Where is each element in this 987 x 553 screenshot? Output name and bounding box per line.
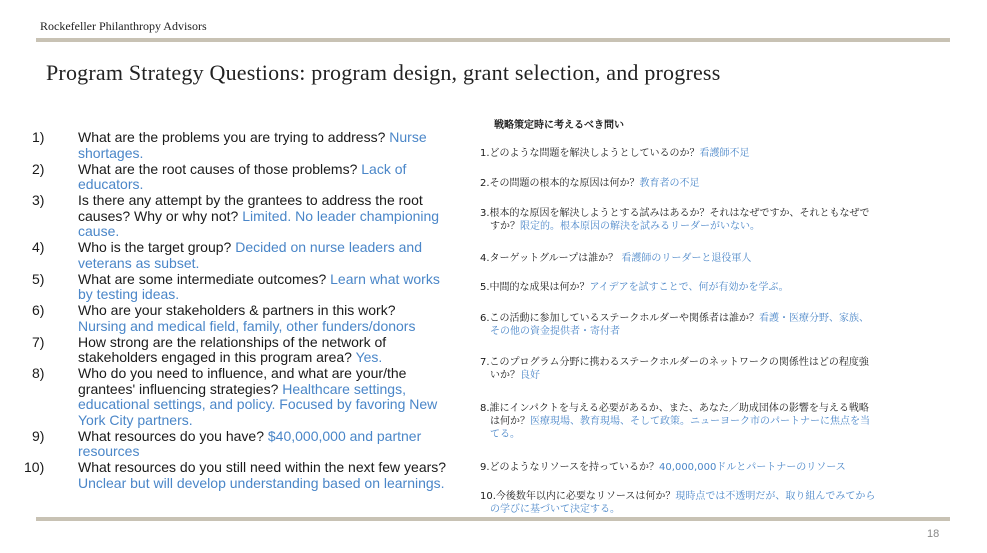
question-number: 3) bbox=[32, 192, 45, 208]
question-line bbox=[78, 256, 488, 272]
jp-question-item bbox=[480, 490, 970, 516]
jp-answer-text: その他の資金提供者・寄付者 bbox=[490, 326, 620, 337]
question-number: 7) bbox=[32, 333, 45, 350]
question-text bbox=[78, 272, 488, 303]
question-prompt: stakeholders engaged in this program area? bbox=[78, 349, 356, 365]
question-line bbox=[78, 413, 488, 429]
jp-question-line bbox=[480, 281, 970, 294]
question-number: 5) bbox=[32, 270, 45, 287]
question-number: 1) bbox=[32, 129, 45, 145]
question-number: 6) bbox=[32, 302, 45, 318]
answer-text: Yes. bbox=[355, 349, 383, 365]
question-line bbox=[78, 224, 488, 240]
question-item bbox=[20, 162, 488, 193]
jp-answer-text: 教育者の不足 bbox=[639, 178, 700, 189]
jp-question-item bbox=[480, 147, 970, 160]
question-line bbox=[78, 397, 488, 413]
question-line bbox=[78, 366, 488, 382]
question-number: 10) bbox=[24, 459, 45, 475]
jp-question-prompt: 6.この活動に参加しているステークホルダーや関係者は誰か？ bbox=[480, 313, 759, 324]
jp-question-item bbox=[480, 281, 970, 294]
jp-answer-text: 良好 bbox=[520, 370, 540, 381]
jp-question-item bbox=[480, 461, 970, 474]
question-prompt: What are the root causes of those problems? bbox=[78, 160, 362, 177]
question-item bbox=[20, 193, 488, 240]
question-item bbox=[20, 460, 488, 491]
question-line bbox=[78, 460, 488, 476]
jp-question-prompt: 5.中間的な成果は何か？ bbox=[480, 282, 590, 293]
question-number: 8) bbox=[32, 365, 45, 381]
jp-answer-text: てる。 bbox=[490, 429, 520, 440]
answer-text: Lack of bbox=[361, 160, 407, 177]
answer-text: York City partners. bbox=[78, 411, 193, 428]
jp-question-item bbox=[480, 177, 970, 190]
question-text bbox=[78, 303, 488, 334]
question-prompt: causes? Why or why not? bbox=[78, 207, 243, 224]
jp-question-prompt: いか？ bbox=[490, 370, 520, 381]
jp-question-prompt: 3.根本的な原因を解決しようとする試みはあるか？それはなぜですか、それともなぜで bbox=[480, 208, 870, 219]
jp-question-item bbox=[480, 402, 970, 441]
jp-question-prompt: 9.どのようなリソースを持っているか？ bbox=[480, 462, 660, 473]
question-number: 9) bbox=[32, 427, 45, 444]
jp-question-line bbox=[480, 503, 970, 516]
question-prompt: Who is the target group? bbox=[78, 239, 236, 255]
question-prompt: Is there any attempt by the grantees to address the root bbox=[78, 192, 423, 208]
page-number: 18 bbox=[927, 528, 940, 540]
jp-question-line bbox=[480, 177, 970, 190]
jp-question-item bbox=[480, 356, 970, 382]
jp-question-prompt: 1.どのような問題を解決しようとしているのか？ bbox=[480, 148, 700, 159]
question-line bbox=[78, 444, 488, 460]
question-prompt: Who do you need to influence, and what are your/the bbox=[78, 365, 407, 381]
answer-text: cause. bbox=[78, 223, 120, 239]
answer-text: by testing ideas. bbox=[78, 286, 180, 302]
jp-question-line bbox=[480, 402, 970, 415]
bottom-rule bbox=[36, 517, 950, 521]
jp-question-line bbox=[480, 220, 970, 233]
question-prompt: What are the problems you are trying to address? bbox=[78, 129, 390, 145]
jp-question-line bbox=[480, 461, 970, 474]
answer-text: Learn what works bbox=[330, 270, 440, 287]
jp-question-line bbox=[480, 325, 970, 338]
question-line bbox=[78, 335, 488, 351]
answer-text: shortages. bbox=[78, 144, 144, 161]
answer-text: resources bbox=[78, 443, 140, 459]
question-prompt: What resources do you have? bbox=[78, 427, 268, 444]
question-text bbox=[78, 162, 488, 193]
question-line bbox=[78, 209, 488, 225]
question-prompt: Who are your stakeholders & partners in this work? bbox=[78, 302, 396, 318]
japanese-heading: 戦略策定時に考えるべき問い bbox=[494, 120, 624, 131]
question-text bbox=[78, 193, 488, 240]
question-text bbox=[78, 429, 488, 460]
jp-question-item bbox=[480, 207, 970, 233]
jp-question-line bbox=[480, 428, 970, 441]
question-item bbox=[20, 366, 488, 428]
jp-answer-text: 医療現場、教育現場、そして政策。ニューヨーク市のパートナーに焦点を当 bbox=[530, 416, 870, 427]
header-org: Rockefeller Philanthropy Advisors bbox=[40, 19, 207, 33]
answer-text: Unclear but will develop understanding based on learnings. bbox=[78, 474, 445, 491]
jp-question-prompt: 2.その問題の根本的な原因は何か？ bbox=[480, 178, 640, 189]
jp-answer-text: アイデアを試すことで、何が有効かを学ぶ。 bbox=[589, 282, 789, 293]
jp-question-prompt: 10.今後数年以内に必要なリソースは何か？ bbox=[480, 491, 676, 502]
answer-text: Limited. No leader championing bbox=[242, 207, 440, 224]
jp-answer-text: 看護師のリーダーと退役軍人 bbox=[621, 253, 752, 264]
question-line bbox=[78, 130, 488, 146]
jp-question-prompt: すか？ bbox=[490, 221, 520, 232]
jp-answer-text: 看護・医療分野、家族、 bbox=[758, 313, 869, 324]
answer-text: veterans as subset. bbox=[78, 254, 200, 271]
question-line bbox=[78, 303, 488, 319]
question-prompt: grantees' influencing strategies? bbox=[78, 380, 283, 397]
question-line bbox=[78, 476, 488, 492]
question-text bbox=[78, 460, 488, 491]
jp-question-prompt: 4.ターゲットグループは誰か？ bbox=[480, 253, 622, 264]
question-line bbox=[78, 146, 488, 162]
question-line bbox=[78, 272, 488, 288]
jp-question-item bbox=[480, 252, 970, 265]
jp-answer-text: 40,000,000ドルとパートナーのリソース bbox=[659, 462, 846, 473]
answer-text: educational settings, and policy. Focused by favoring New bbox=[78, 396, 438, 412]
question-line bbox=[78, 429, 488, 445]
question-line bbox=[78, 193, 488, 209]
question-item bbox=[20, 240, 488, 271]
jp-question-line bbox=[480, 252, 970, 265]
question-line bbox=[78, 350, 488, 366]
jp-question-line bbox=[480, 356, 970, 369]
jp-question-prompt: 8.誰にインパクトを与える必要があるか、また、あなた／助成団体の影響を与える戦略 bbox=[480, 403, 869, 414]
question-line bbox=[78, 382, 488, 398]
jp-answer-text: の学びに基づいて決定する。 bbox=[490, 504, 620, 515]
jp-answer-text: 限定的。根本原因の解決を試みるリーダーがいない。 bbox=[520, 221, 760, 232]
jp-answer-text: 看護師不足 bbox=[699, 148, 750, 159]
jp-question-line bbox=[480, 490, 970, 503]
question-line bbox=[78, 319, 488, 335]
question-line bbox=[78, 240, 488, 256]
question-number: 4) bbox=[32, 239, 45, 255]
answer-text: $40,000,000 and partner bbox=[267, 427, 422, 444]
answer-text: educators. bbox=[78, 176, 144, 192]
question-text bbox=[78, 130, 488, 161]
question-text bbox=[78, 335, 488, 366]
question-prompt: What are some intermediate outcomes? bbox=[78, 270, 331, 287]
question-item bbox=[20, 272, 488, 303]
jp-question-line bbox=[480, 147, 970, 160]
question-prompt: How strong are the relationships of the network of bbox=[78, 333, 387, 350]
question-item bbox=[20, 303, 488, 334]
question-item bbox=[20, 335, 488, 366]
question-item bbox=[20, 130, 488, 161]
question-line bbox=[78, 162, 488, 178]
answer-text: Nurse bbox=[389, 129, 427, 145]
question-item bbox=[20, 429, 488, 460]
answer-text: Healthcare settings, bbox=[282, 380, 406, 397]
jp-question-line bbox=[480, 312, 970, 325]
page-title: Program Strategy Questions: program design, grant selection, and progress bbox=[46, 60, 721, 85]
question-text bbox=[78, 240, 488, 271]
jp-question-item bbox=[480, 312, 970, 338]
jp-question-prompt: は何か？ bbox=[490, 416, 530, 427]
jp-question-line bbox=[480, 415, 970, 428]
answer-text: Nursing and medical field, family, other funders/donors bbox=[78, 317, 416, 334]
jp-answer-text: 現時点では不透明だが、取り組んでみてから bbox=[675, 491, 876, 502]
question-number: 2) bbox=[32, 160, 45, 177]
jp-question-prompt: 7.このプログラム分野に携わるステークホルダーのネットワークの関係性はどの程度強 bbox=[480, 357, 869, 368]
question-line bbox=[78, 287, 488, 303]
jp-question-line bbox=[480, 369, 970, 382]
jp-question-line bbox=[480, 207, 970, 220]
english-question-list bbox=[20, 130, 488, 492]
question-text bbox=[78, 366, 488, 428]
question-prompt: What resources do you still need within the next few years? bbox=[78, 459, 447, 475]
top-rule bbox=[36, 38, 950, 42]
answer-text: Decided on nurse leaders and bbox=[235, 239, 422, 255]
question-line bbox=[78, 177, 488, 193]
